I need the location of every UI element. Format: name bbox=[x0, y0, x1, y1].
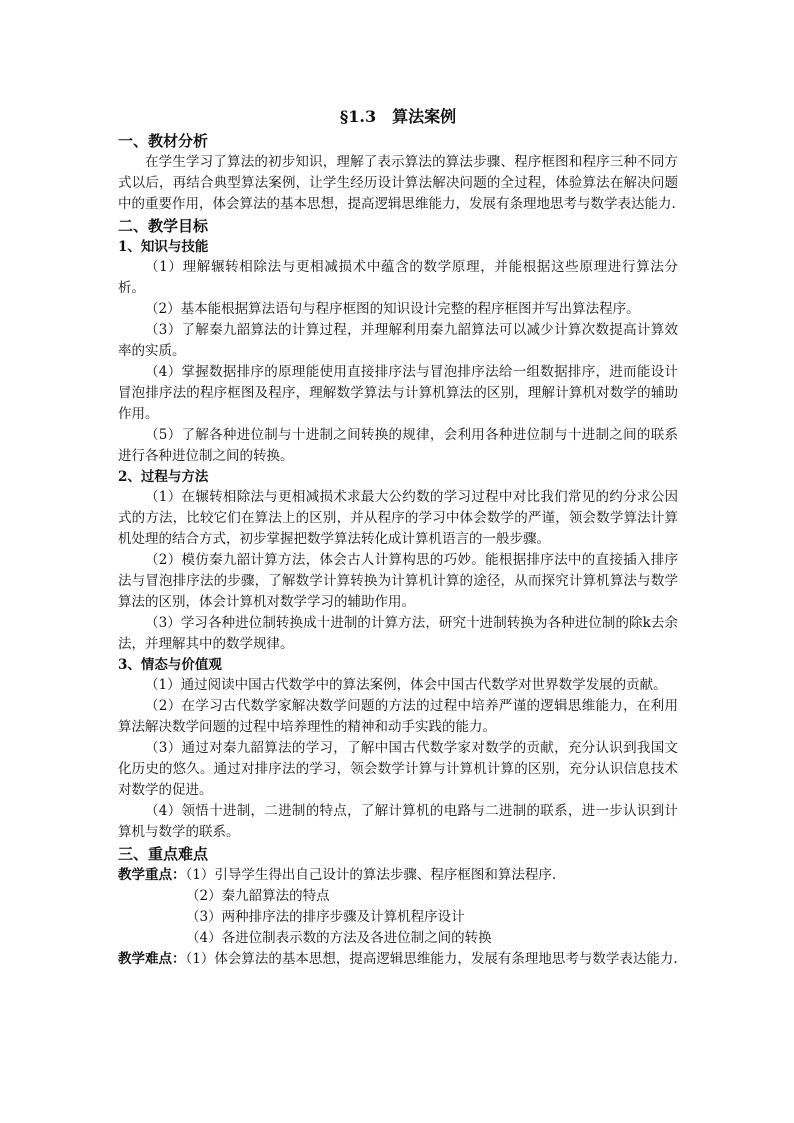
key-point-item: （4）各进位制表示数的方法及各进位制之间的转换 bbox=[186, 930, 492, 946]
teaching-difficulty-label: 教学难点： bbox=[118, 951, 186, 967]
goal-item: （1）在辗转相除法与更相减损术求最大公约数的学习过程中对比我们常见的约分求公因式的方法，比较它们在算法上的区别，并从程序的学习中体会数学的严谨，领会数学算法计算机处理的结合方式，初步掌握把数学算法转化成计算机语言的一般步骤。 bbox=[118, 489, 678, 547]
section-heading-textbook-analysis: 一、教材分析 bbox=[118, 132, 209, 150]
teaching-key-label: 教学重点： bbox=[118, 867, 186, 883]
key-point-item: （3）两种排序法的排序步骤及计算机程序设计 bbox=[186, 909, 465, 925]
teaching-difficulties bbox=[118, 949, 678, 970]
subsection-heading-knowledge-skills: 1、知识与技能 bbox=[118, 239, 209, 255]
goal-item: （5）了解各种进位制与十进制之间转换的规律，会利用各种进位制与十进制之间的联系进行各种进位制之间的转换。 bbox=[118, 427, 678, 464]
paragraph-textbook-analysis: 在学生学习了算法的初步知识，理解了表示算法的算法步骤、程序框图和程序三种不同方式以后，再结合典型算法案例，让学生经历设计算法解决问题的全过程，体验算法在解决问题中的重要作用，体会算法的基本思想，提高逻辑思维能力，发展有条理地思考与数学表达能力. bbox=[118, 154, 678, 212]
key-point-item: （1）引导学生得出自己设计的算法步骤、程序框图和算法程序. bbox=[185, 867, 557, 883]
section-heading-teaching-goals: 二、教学目标 bbox=[118, 217, 209, 235]
document-page bbox=[118, 104, 678, 970]
goal-item: （1）通过阅读中国古代数学中的算法案例，体会中国古代数学对世界数学发展的贡献。 bbox=[145, 677, 667, 693]
goal-item: （2）在学习古代数学家解决数学问题的方法的过程中培养严谨的逻辑思维能力，在利用算法解决数学问题的过程中培养理性的精神和动手实践的能力。 bbox=[118, 698, 678, 735]
subsection-heading-process-method: 2、过程与方法 bbox=[118, 469, 209, 485]
key-point-item: （2）秦九韶算法的特点 bbox=[186, 888, 330, 904]
goal-item: （3）通过对秦九韶算法的学习，了解中国古代数学家对数学的贡献，充分认识到我国文化历史的悠久。通过对排序法的学习，领会数学计算与计算机计算的区别，充分认识信息技术对数学的促进。 bbox=[118, 740, 678, 798]
goal-item: （3）学习各种进位制转换成十进制的计算方法，研究十进制转换为各种进位制的除k去余法，并理解其中的数学规律。 bbox=[118, 615, 678, 652]
goal-item: （4）掌握数据排序的原理能使用直接排序法与冒泡排序法给一组数据排序，进而能设计冒泡排序法的程序框图及程序，理解数学算法与计算机算法的区别，理解计算机对数学的辅助作用。 bbox=[118, 364, 678, 422]
goal-item: （3）了解秦九韶算法的计算过程，并理解利用秦九韶算法可以减少计算次数提高计算效率的实质。 bbox=[118, 322, 678, 359]
goal-item: （4）领悟十进制，二进制的特点，了解计算机的电路与二进制的联系，进一步认识到计算机与数学的联系。 bbox=[118, 803, 678, 840]
subsection-heading-attitude-values: 3、情态与价值观 bbox=[118, 657, 222, 673]
goal-item: （2）基本能根据算法语句与程序框图的知识设计完整的程序框图并写出算法程序。 bbox=[145, 301, 640, 317]
goal-item: （2）模仿秦九韶计算方法，体会古人计算构思的巧妙。能根据排序法中的直接插入排序法与冒泡排序法的步骤，了解数学计算转换为计算机计算的途径，从而探究计算机算法与数学算法的区别，体会计算机对数学学习的辅助作用。 bbox=[118, 552, 678, 610]
teaching-key-points bbox=[118, 865, 678, 886]
section-heading-key-difficulties: 三、重点难点 bbox=[118, 845, 209, 863]
page-title: §1.3 算法案例 bbox=[339, 107, 457, 126]
goal-item: （1）理解辗转相除法与更相减损术中蕴含的数学原理，并能根据这些原理进行算法分析。 bbox=[118, 259, 678, 296]
difficulty-item: （1）体会算法的基本思想，提高逻辑思维能力，发展有条理地思考与数学表达能力. bbox=[185, 951, 678, 967]
